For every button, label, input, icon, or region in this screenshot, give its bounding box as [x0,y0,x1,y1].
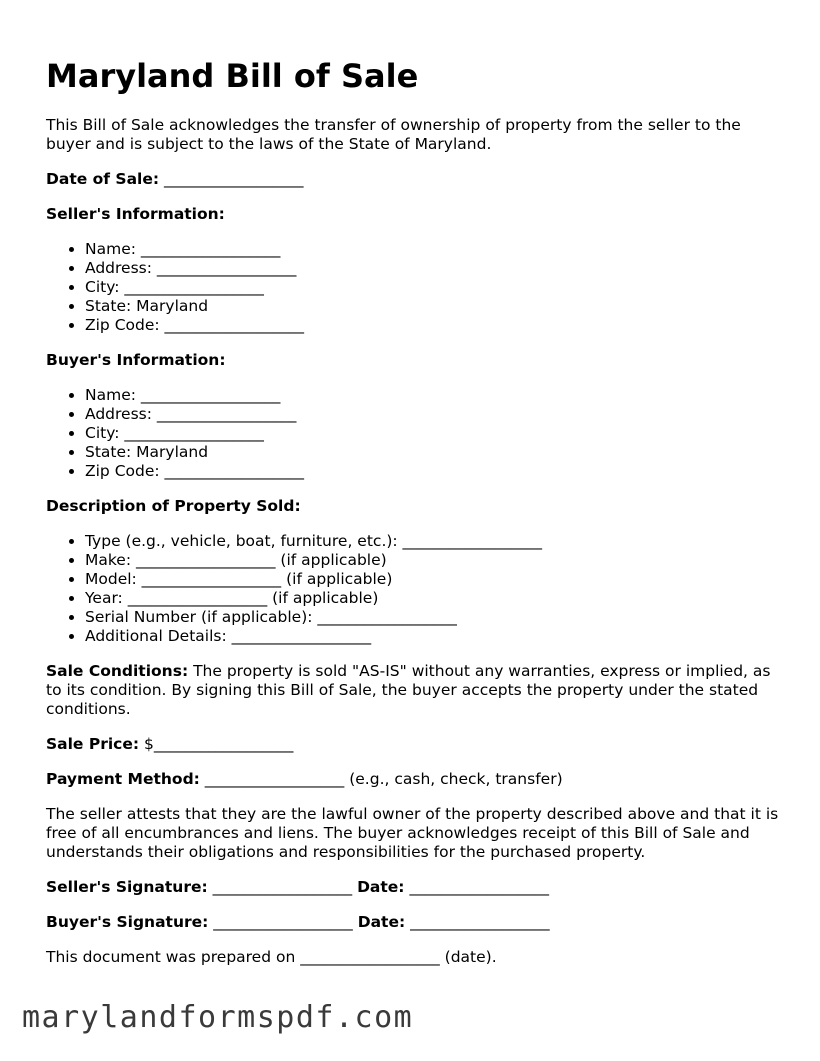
buyer-info-list [46,386,786,481]
payment-method-field[interactable]: __________________ (e.g., cash, check, transfer) [199,770,563,788]
site-watermark: marylandformspdf.com [22,1000,414,1035]
property-heading: Description of Property Sold: [46,497,301,515]
property-year-item[interactable]: • Year: __________________ (if applicable) [85,589,786,608]
page-title: Maryland Bill of Sale [46,57,419,95]
seller-signature-label: Seller's Signature: [46,878,208,896]
property-serial-item[interactable]: • Serial Number (if applicable): __________________ [85,608,786,627]
sale-price-label: Sale Price: [46,735,140,753]
date-of-sale-line [46,170,786,189]
seller-signature-line [46,878,786,897]
payment-method-line [46,770,786,789]
seller-name-item[interactable]: • Name: __________________ [85,240,786,259]
seller-address-item[interactable]: • Address: __________________ [85,259,786,278]
buyer-signature-line [46,913,786,932]
property-list [46,532,786,646]
intro-paragraph: This Bill of Sale acknowledges the transfer of ownership of property from the seller to the buyer and is subject to the laws of the State of Maryland. [46,116,741,153]
buyer-signature-field[interactable]: __________________ [208,913,358,931]
buyer-info-heading: Buyer's Information: [46,351,226,369]
buyer-address-item[interactable]: • Address: __________________ [85,405,786,424]
seller-state-item: • State: Maryland [85,297,786,316]
property-model-item[interactable]: • Model: __________________ (if applicable) [85,570,786,589]
sale-price-line [46,735,786,754]
sale-conditions-paragraph [46,662,786,719]
sale-conditions-text: The property is sold "AS-IS" without any warranties, express or implied, as to its condition. By signing this Bill of Sale, the buyer accepts the property under the stated conditions. [46,662,771,718]
buyer-signature-label: Buyer's Signature: [46,913,209,931]
buyer-name-item[interactable]: • Name: __________________ [85,386,786,405]
seller-signature-date-label: Date: [357,878,405,896]
payment-method-label: Payment Method: [46,770,200,788]
buyer-zip-item[interactable]: • Zip Code: __________________ [85,462,786,481]
seller-info-list [46,240,786,335]
buyer-signature-date-label: Date: [357,913,406,931]
seller-signature-date-field[interactable]: __________________ [404,878,549,896]
seller-info-heading: Seller's Information: [46,205,225,223]
property-make-item[interactable]: • Make: __________________ (if applicable) [85,551,786,570]
property-type-item[interactable]: • Type (e.g., vehicle, boat, furniture, etc.): __________________ [85,532,786,551]
document-page [46,56,786,983]
attestation-paragraph: The seller attests that they are the lawful owner of the property described above and that it is free of all encumbrances and liens. The buyer acknowledges receipt of this Bill of Sale and understands their obligations and responsibilities for the purchased property. [46,805,779,861]
seller-zip-item[interactable]: • Zip Code: __________________ [85,316,786,335]
sale-price-field[interactable]: $__________________ [139,735,294,753]
property-details-item[interactable]: • Additional Details: __________________ [85,627,786,646]
seller-city-item[interactable]: • City: __________________ [85,278,786,297]
sale-conditions-label: Sale Conditions: [46,662,189,680]
buyer-state-item: • State: Maryland [85,443,786,462]
date-of-sale-field[interactable]: __________________ [159,170,304,188]
date-of-sale-label: Date of Sale: [46,170,160,188]
buyer-signature-date-field[interactable]: __________________ [405,913,550,931]
prepared-on-line: This document was prepared on __________________ (date). [46,948,497,966]
buyer-city-item[interactable]: • City: __________________ [85,424,786,443]
seller-signature-field[interactable]: __________________ [207,878,358,896]
